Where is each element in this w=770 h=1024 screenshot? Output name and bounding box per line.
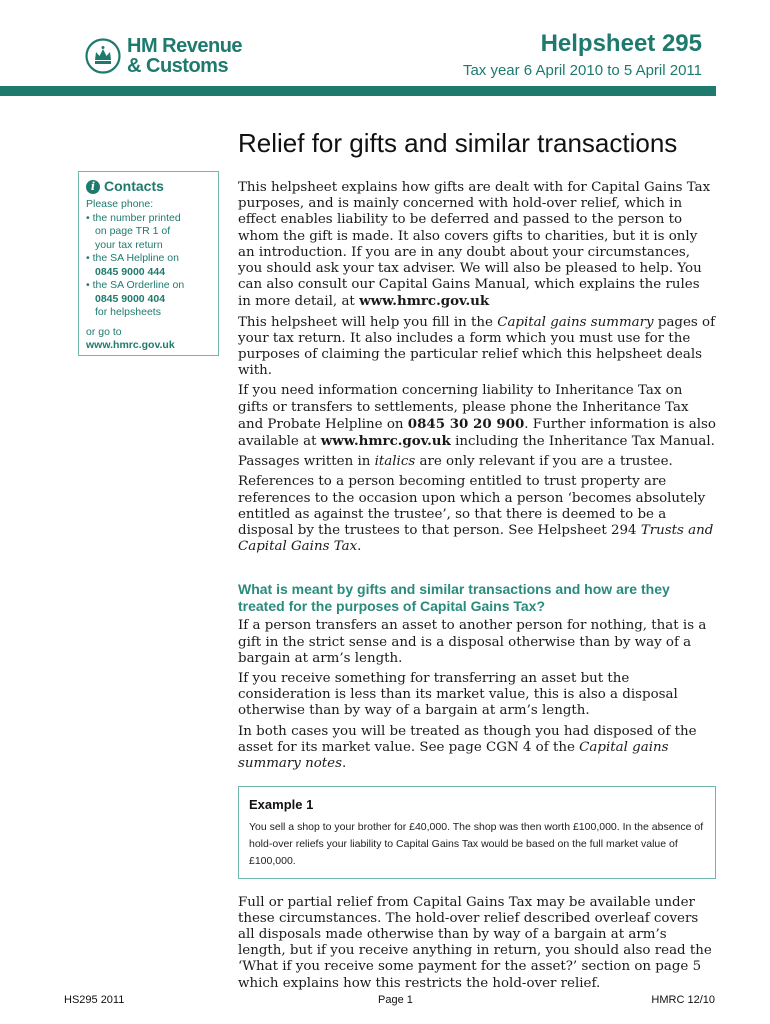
header-band	[0, 86, 716, 96]
market-value-text-a: In both cases you will be treated as though you had disposed of the asset for its market value. See page CGN 4 of the	[238, 723, 697, 755]
tax-year: Tax year 6 April 2010 to 5 April 2011	[462, 62, 702, 79]
italics-text-b: are only relevant if you are a trustee.	[415, 454, 673, 470]
footer-page-number: Page 1	[378, 994, 413, 1006]
section-heading: What is meant by gifts and similar transactions and how are they treated for the purposes of Capital Gains Tax?	[238, 581, 670, 614]
references-text-em: Trusts and Capital Gains Tax	[238, 523, 714, 555]
market-value-text-em: Capital gains summary notes	[238, 739, 669, 772]
inheritance-text-a: If you need information concerning liability to Inheritance Tax on gifts or transfers to settlements, please phone the Inheritance Tax and Probate Helpline on	[238, 383, 689, 432]
contacts-item3-line3: for helpsheets	[95, 306, 161, 318]
paragraph-market-value	[238, 724, 716, 773]
references-text-a: References to a person becoming entitled to trust property are references to the occasion upon which a person ‘becomes absolutely entitled as against the trustee’, so that there is deemed to be a disposal by the trustees to that person. See Helpsheet 294	[238, 474, 706, 539]
logo-line1: HM Revenue	[127, 35, 243, 57]
italics-text-a: Passages written in	[238, 454, 375, 470]
hmrc-logo	[85, 36, 242, 76]
footer-right: HMRC 12/10	[651, 994, 715, 1006]
example-box	[238, 786, 716, 878]
market-value-text-b: .	[341, 756, 347, 772]
example-text: You sell a shop to your brother for £40,000. The shop was then worth £100,000. In the absence of hold-over reliefs your liability to Capital Gains Tax would be based on the full market value of £100,000.	[249, 820, 704, 867]
helpsheet-number: Helpsheet 295	[540, 30, 702, 57]
paragraph-inheritance	[238, 383, 716, 450]
footer-left: HS295 2011	[64, 994, 125, 1006]
main-body	[238, 180, 716, 996]
paragraph-italics	[238, 454, 716, 470]
contacts-heading-text: Contacts	[104, 178, 164, 195]
intro-link[interactable]: www.hmrc.gov.uk	[359, 293, 490, 310]
page-title: Relief for gifts and similar transactions	[238, 128, 678, 158]
paragraph-consideration: If you receive something for transferring an asset but the consideration is less than its market value, this is also a disposal otherwise than by way of a bargain at arm’s length.	[238, 671, 678, 719]
contacts-intro: Please phone:	[86, 198, 154, 210]
paragraph-references	[238, 474, 716, 555]
contacts-item1-line3: your tax return	[95, 238, 163, 251]
inheritance-text-b: . Further information is also available at	[238, 416, 716, 450]
help-text-a: This helpsheet will help you fill in the	[238, 314, 498, 330]
iht-helpline-phone[interactable]: 0845 30 20 900	[407, 415, 525, 432]
paragraph-help	[238, 315, 716, 380]
help-text-em: Capital gains summary	[497, 314, 654, 330]
italics-text-em: italics	[374, 454, 416, 470]
sa-helpline-phone[interactable]: 0845 9000 444	[95, 265, 166, 278]
contacts-heading	[86, 180, 212, 194]
inheritance-link[interactable]: www.hmrc.gov.uk	[320, 433, 451, 450]
paragraph-relief: Full or partial relief from Capital Gains Tax may be available under these circumstances. The hold-over relief described overleaf covers all disposals made otherwise than by way of a bargain at arm’s length, but if you receive anything in return, you should also read the ‘What if you receive some payment for the asset?’ section on page 5 which explains how this restricts the hold-over relief.	[238, 894, 712, 991]
logo-line2: & Customs	[127, 55, 229, 77]
references-text-b: .	[357, 539, 362, 555]
logo-wordmark	[127, 36, 242, 76]
intro-text: This helpsheet explains how gifts are dealt with for Capital Gains Tax purposes, and is mainly concerned with hold-over relief, which in effect enables liability to be deferred and passed to the person to whom the gift is made. It also covers gifts to charities, but it is only an introduction. If you are in any doubt about your circumstances, you should ask your tax adviser. We will also be pleased to help. You can also consult our Capital Gains Manual, which explains the rules in more detail, at	[238, 180, 711, 310]
info-icon: i	[86, 180, 100, 194]
paragraph-intro	[238, 180, 716, 311]
help-text-b: pages of your tax return. It also includes a form which you must use for the purposes of claiming the particular relief which this helpsheet deals with.	[238, 314, 716, 379]
contacts-or: or go to	[86, 325, 122, 338]
contacts-item1-line2: on page TR 1 of	[95, 225, 171, 237]
contacts-item1-line1: • the number printed	[86, 211, 181, 224]
inheritance-text-c: including the Inheritance Tax Manual.	[450, 434, 715, 450]
contacts-item2-line1: • the SA Helpline on	[86, 252, 179, 264]
crown-crest-icon	[85, 38, 121, 74]
contacts-website-link[interactable]: www.hmrc.gov.uk	[86, 339, 175, 351]
contacts-box	[78, 171, 219, 356]
paragraph-gift: If a person transfers an asset to another person for nothing, that is a gift in the strict sense and is a disposal otherwise than by way of a bargain at arm’s length.	[238, 618, 707, 666]
example-title: Example 1	[249, 797, 314, 813]
contacts-item3-line1: • the SA Orderline on	[86, 279, 185, 291]
sa-orderline-phone[interactable]: 0845 9000 404	[95, 292, 166, 305]
